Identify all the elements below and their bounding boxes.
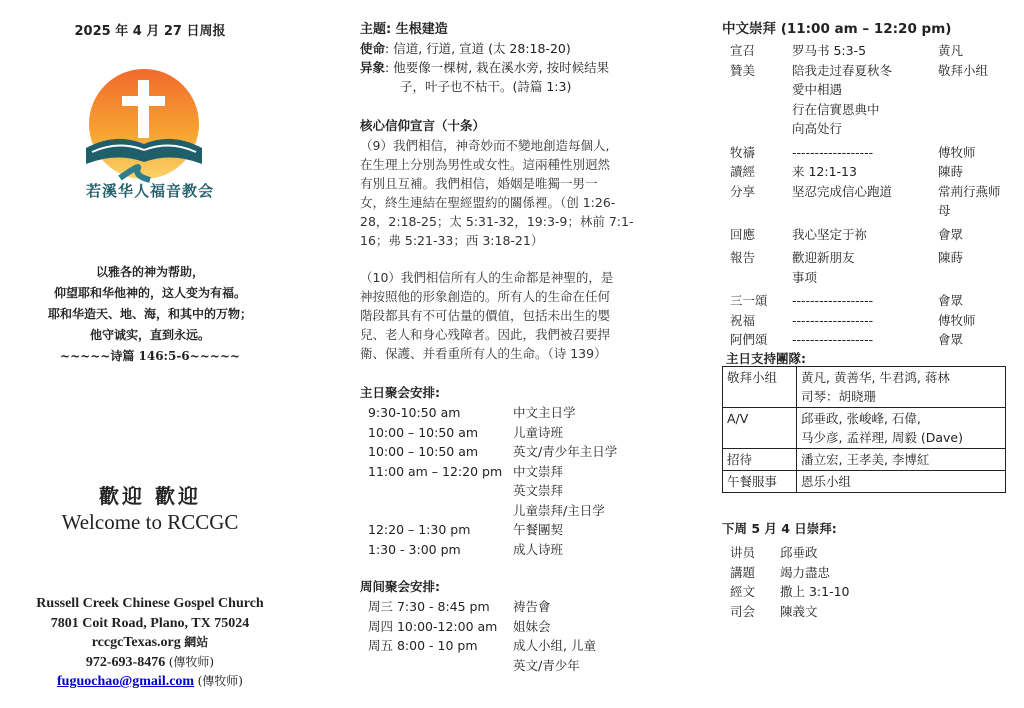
church-name-cn: 若溪华人福音教会	[85, 182, 214, 200]
worship-content: 陪我走过春夏秋冬	[792, 62, 893, 78]
worship-content: 坚忍完成信心跑道	[792, 183, 893, 199]
worship-person: 會眾	[938, 293, 964, 308]
sunday-events: 中文主日学 儿童诗班 英文/青少年主日学 中文崇拜 英文崇拜 儿童崇拜/主日学 午餐團契 成人诗班	[513, 405, 618, 557]
worship-person: 常荊行燕师	[938, 183, 1001, 199]
middle-column	[360, 0, 660, 708]
worship-content: 事项	[792, 269, 818, 285]
next-week-title: 下周 5 月 4 日崇拜:	[722, 521, 837, 536]
email-link[interactable]: fuguochao@gmail.com	[57, 674, 195, 689]
worship-item: 報告	[730, 250, 756, 265]
worship-item: 三一頌	[730, 293, 768, 308]
worship-title: 中文崇拜 (11:00 am – 12:20 pm)	[722, 21, 952, 37]
worship-person: 傅牧师	[938, 312, 976, 328]
left-column	[0, 0, 300, 708]
creed-9: （9）我們相信，神奇妙而不變地創造每個人, 在生理上分別為男性或女性。這兩種性別迥然 有別且互補。我們相信，婚姻是唯獨一男一 女，終生連結在聖經盟約的關係裡。（创 1:26- 28，2:18-25；太 5:31-32，19:3-9；林前 7:1- 16；弗 5:21-33；西 3:18-21）	[360, 138, 634, 248]
worship-row	[730, 201, 1020, 221]
sunday-schedule-title: 主日聚会安排:	[360, 385, 440, 400]
worship-row	[730, 330, 1020, 350]
worship-person: 傅牧师	[938, 144, 976, 160]
table-row: A/V 邱垂政, 张峻峰, 石偉, 马少彦, 孟祥理, 周毅 (Dave)	[723, 408, 1006, 449]
right-column	[720, 0, 1020, 708]
vision-line-2: 子，叶子也不枯干。(詩篇 1:3)	[400, 79, 572, 94]
church-address: 7801 Coit Road, Plano, TX 75024	[50, 615, 250, 631]
weekday-times: 周三 7:30 - 8:45 pm 周四 10:00-12:00 am 周五 8:00 - 10 pm	[368, 599, 498, 653]
worship-row	[730, 119, 1020, 139]
next-week-values: 邱垂政 竭力盡忠 撒上 3:1-10 陳義文	[780, 545, 850, 619]
worship-content: ------------------	[792, 293, 874, 308]
table-row: 招待 潘立宏, 王孝美, 李博紅	[723, 449, 1006, 471]
worship-item: 讀經	[730, 164, 756, 179]
worship-person: 會眾	[938, 332, 964, 347]
theme-line: 主题: 生根建造	[360, 22, 448, 37]
mission-line: 使命: 信道, 行道, 宣道 (太 28:18-20)	[360, 41, 571, 56]
sunday-times: 9:30-10:50 am 10:00 – 10:50 am 10:00 – 10:50 am 11:00 am – 12:20 pm 12:20 – 1:30 pm 1:30 - 3:00 pm	[368, 405, 503, 557]
worship-content: 我心坚定于祢	[792, 226, 868, 242]
creed-10: （10）我們相信所有人的生命都是神聖的，是 神按照他的形象創造的。所有人的生命在任何 階段都具有不可估量的價值，包括未出生的嬰 兒、老人和身心残障者。因此，我們被召要捍 衛、保護、并看重所有人的生命。（诗 139）	[360, 270, 614, 361]
weekday-schedule-title: 周间聚会安排:	[360, 579, 440, 594]
phone-line: 972-693-8476 (傳牧师)	[85, 654, 215, 670]
worship-person: 母	[938, 203, 951, 218]
worship-content: ------------------	[792, 144, 874, 160]
worship-row	[730, 268, 1020, 288]
worship-content: 向高处行	[792, 121, 843, 136]
contact-block	[0, 594, 300, 692]
worship-person: 會眾	[938, 226, 964, 242]
worship-row	[730, 41, 1020, 61]
next-week-labels: 讲员 講題 經文 司会	[730, 545, 756, 619]
team-title: 主日支持團隊:	[726, 351, 806, 366]
website-line: rccgcTexas.org 網站	[91, 635, 209, 650]
worship-item: 分享	[730, 183, 756, 199]
worship-item: 阿們頌	[730, 332, 768, 347]
vision-line: 异象: 他要像一棵树, 栽在溪水旁, 按时候结果	[360, 60, 610, 75]
worship-item: 牧禱	[730, 144, 756, 160]
worship-person: 陳蒔	[938, 164, 964, 179]
worship-person: 敬拜小组	[938, 62, 989, 78]
worship-row	[730, 143, 1020, 163]
worship-row	[730, 182, 1020, 202]
worship-content: ------------------	[792, 312, 874, 328]
worship-item: 祝福	[730, 312, 756, 328]
bulletin-date: 2025 年 4 月 27 日周报	[74, 24, 226, 39]
worship-content: 行在信實恩典中	[792, 101, 880, 117]
church-name-en: Russell Creek Chinese Gospel Church	[36, 596, 264, 611]
welcome-en: Welcome to RCCGC	[61, 510, 239, 534]
worship-row	[730, 100, 1020, 120]
weekday-events: 祷告會 姐妹会 成人小组, 儿童 英文/青少年	[513, 599, 596, 673]
welcome-cn: 歡迎 歡迎	[99, 484, 201, 508]
worship-item: 宣召	[730, 43, 756, 58]
support-team-table	[722, 366, 1006, 493]
worship-item: 贊美	[730, 62, 756, 78]
worship-content: 歡迎新朋友	[792, 250, 855, 265]
worship-item: 回應	[730, 226, 756, 242]
worship-row	[730, 311, 1020, 331]
worship-row	[730, 80, 1020, 100]
worship-content: 罗马书 5:3-5	[792, 43, 867, 58]
worship-row	[730, 162, 1020, 182]
scripture-verse: 以雅各的神为帮助， 仰望耶和华他神的，这人变为有福。 耶和华造天、地、海，和其中的万物； 他守诚实，直到永远。 ~~~~~诗篇 146:5-6~~~~~	[47, 265, 252, 363]
email-line: fuguochao@gmail.com (傳牧师)	[57, 674, 243, 689]
creed-title: 核心信仰宣言（十条）	[360, 118, 486, 133]
worship-row	[730, 225, 1020, 245]
worship-row	[730, 291, 1020, 311]
worship-content: 来 12:1-13	[792, 164, 857, 179]
table-row: 午餐服事 恩乐小组	[723, 471, 1006, 493]
worship-person: 陳蒔	[938, 250, 964, 265]
worship-row	[730, 248, 1020, 268]
worship-content: ------------------	[792, 332, 874, 347]
worship-row	[730, 61, 1020, 81]
table-row: 敬拜小组 黄凡, 黄善华, 牛君鸿, 蒋林 司琴：胡晓珊	[723, 367, 1006, 408]
worship-person: 黄凡	[938, 43, 964, 58]
worship-content: 愛中相遇	[792, 82, 843, 97]
